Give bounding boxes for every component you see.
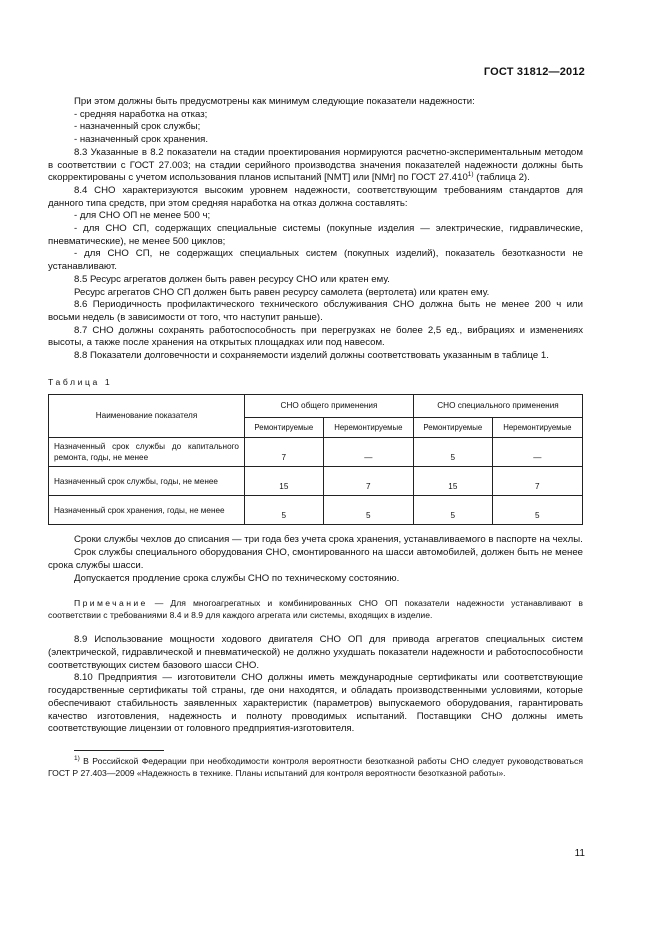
table-row (49, 467, 583, 496)
header-name: Наименование показателя (49, 395, 245, 438)
list-item: - назначенный срок службы; (74, 121, 201, 133)
clause-8-10: 8.10 Предприятия — изготовители СНО должны иметь международные сертификаты или соответствующие государственные сертификаты той страны, где они находятся, и обладать производственными условиями, которые обеспечивают стабильность заявленных характеристик (параметров) выпускаемого оборудования, гарантировать качество изготовления, надежность и полноту проводимых испытаний. Поставщики СНО должны иметь соответствующие лицензии от головного предприятия-изготовителя. (48, 672, 583, 735)
footnote-ref: 1) (467, 171, 474, 179)
footnote (48, 755, 583, 779)
list-item: - назначенный срок хранения. (74, 134, 209, 146)
cell-value: 7 (492, 467, 582, 496)
header-repairable: Ремонтируемые (245, 418, 324, 438)
cell-value: 7 (323, 467, 413, 496)
covers-service-life: Сроки службы чехлов до списания — три года без учета срока хранения, устанавливаемого в паспорте на чехлы. (74, 534, 583, 546)
table-caption: Таблица 1 (48, 376, 113, 387)
intro-paragraph: При этом должны быть предусмотрены как минимум следующие показатели надежности: (74, 96, 475, 107)
clause-8-4: 8.4 СНО характеризуются высоким уровнем надежности, соответствующим требованиям стандартов для данного типа средств, при этом средняя наработка на отказ должна составлять: (48, 184, 583, 209)
cell-value: 5 (245, 496, 324, 525)
cell-value: — (492, 438, 582, 467)
list-item: - для СНО СП, не содержащих специальных систем (покупных изделий), показатель безотказности не устанавливают. (48, 248, 583, 273)
cell-value: 15 (413, 467, 492, 496)
header-general-use: СНО общего применения (245, 395, 414, 418)
header-repairable: Ремонтируемые (413, 418, 492, 438)
cell-value: 15 (245, 467, 324, 496)
clause-8-3 (48, 147, 583, 185)
page-number: 11 (574, 848, 585, 859)
cell-value: 5 (323, 496, 413, 525)
service-life-extension: Допускается продление срока службы СНО по техническому состоянию. (74, 572, 400, 584)
row-label: Назначенный срок службы, годы, не менее (49, 467, 245, 496)
clause-8-5: 8.5 Ресурс агрегатов должен быть равен ресурсу СНО или кратен ему. (74, 273, 390, 285)
header-non-repairable: Неремонтируемые (323, 418, 413, 438)
clause-8-7: 8.7 СНО должны сохранять работоспособность при перегрузках не более 2,5 ед., вибрациях и изменениях высоты, а также после хранения на открытых площадках или под навесом. (48, 324, 583, 349)
footnote-mark: 1) (74, 755, 80, 763)
clause-8-3-tail: (таблица 2). (473, 172, 530, 184)
document-code: ГОСТ 31812—2012 (483, 66, 585, 78)
table-note (48, 597, 583, 621)
cell-value: — (323, 438, 413, 467)
cell-value: 5 (413, 496, 492, 525)
table-row (49, 438, 583, 467)
list-item: - для СНО СП, содержащих специальные системы (покупные изделия — электрические, гидравлические, пневматические), не менее 500 циклов; (48, 223, 583, 247)
clause-8-3-text: 8.3 Указанные в 8.2 показатели на стадии проектирования нормируются расчетно-экспериментальным методом в соответствии с ГОСТ 27.003; на стадии серийного производства значения показателей надежности должны быть скорректированы с учетом использования планов испытаний [NMT] или [NMr] по ГОСТ 27.410 (48, 146, 583, 184)
list-item: - для СНО ОП не менее 500 ч; (74, 210, 211, 222)
footnote-text: В Российской Федерации при необходимости контроля вероятности безотказной работы СНО следует руководствоваться ГОСТ Р 27.403—2009 «Надежность в технике. Планы испытаний для контроля вероятности безотказной работы». (48, 755, 583, 778)
cell-value: 5 (492, 496, 582, 525)
clause-8-8: 8.8 Показатели долговечности и сохраняемости изделий должны соответствовать указанным в таблице 1. (74, 350, 549, 362)
list-item: - средняя наработка на отказ; (74, 108, 208, 120)
table-row (49, 496, 583, 525)
reliability-table (48, 394, 583, 525)
note-label: Примечание (74, 598, 148, 609)
note-text: — Для многоагрегатных и комбинированных СНО ОП показатели надежности устанавливают в соответствии с требованиями 8.4 и 8.9 для каждого агрегата или системы, входящих в изделие. (48, 598, 583, 621)
header-special-use: СНО специального применения (413, 395, 582, 418)
clause-8-9: 8.9 Использование мощности ходового двигателя СНО ОП для привода агрегатов специальных систем (электрической, гидравлической и пневматической) не должно ухудшать показатели надежности и работоспособности соответствующих систем базового шасси СНО. (48, 634, 583, 671)
row-label: Назначенный срок хранения, годы, не менее (49, 496, 245, 525)
cell-value: 7 (245, 438, 324, 467)
cell-value: 5 (413, 438, 492, 467)
header-non-repairable: Неремонтируемые (492, 418, 582, 438)
page-body (48, 96, 583, 779)
clause-8-6: 8.6 Периодичность профилактического технического обслуживания СНО должна быть не менее 200 ч или восьми недель (в зависимости от того, что наступит раньше). (48, 299, 583, 323)
row-label: Назначенный срок службы до капитального ремонта, годы, не менее (49, 438, 245, 467)
equipment-service-life: Срок службы специального оборудования СНО, смонтированного на шасси автомобилей, должен быть не менее срока службы шасси. (48, 547, 583, 571)
clause-8-5-b: Ресурс агрегатов СНО СП должен быть равен ресурсу самолета (вертолета) или кратен ему. (74, 286, 490, 298)
footnote-divider (74, 750, 164, 751)
